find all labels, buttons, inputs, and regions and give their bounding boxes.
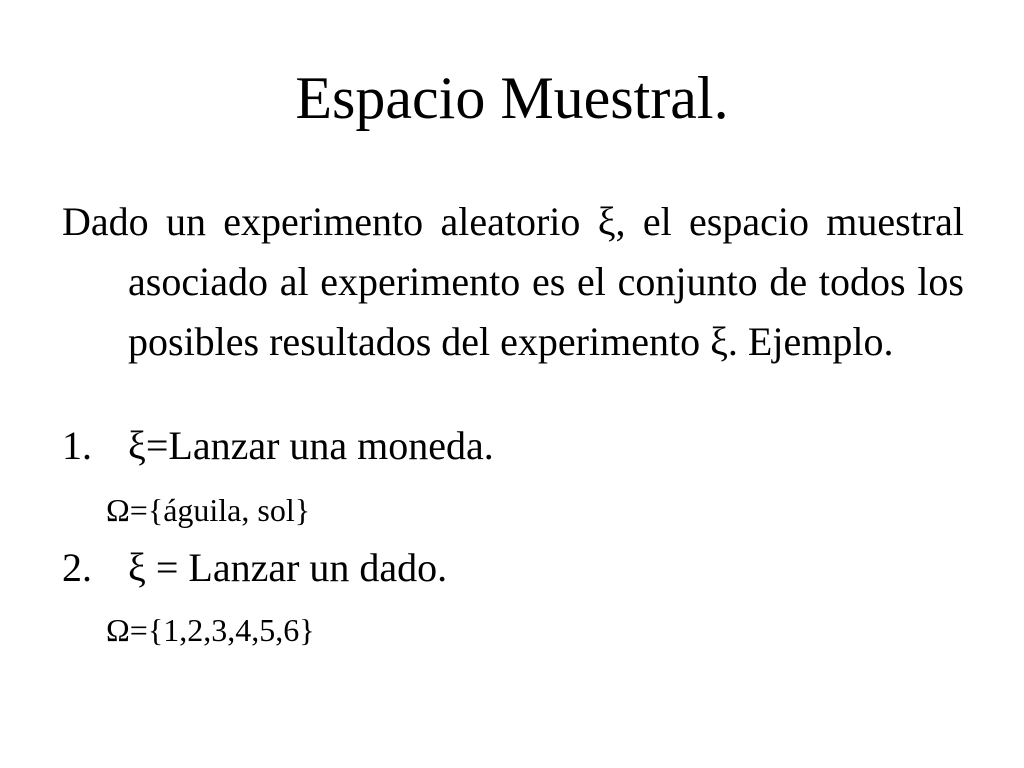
list-item-text: ξ = Lanzar un dado.: [128, 545, 448, 590]
sample-space-text: Ω={1,2,3,4,5,6}: [106, 612, 315, 648]
slide-title: Espacio Muestral.: [295, 65, 729, 131]
list-item: [62, 544, 447, 592]
list-item: [62, 422, 494, 470]
list-item-number: 2.: [62, 545, 92, 590]
definition-paragraph: Dado un experimento aleatorio ξ, el espacio muestral asociado al experimento es el conjunto de todos los posibles resultados del experimento ξ. Ejemplo.: [62, 199, 964, 364]
list-item-number: 1.: [62, 423, 92, 468]
list-item-text: ξ=Lanzar una moneda.: [128, 423, 494, 468]
sample-space-text: Ω={águila, sol}: [106, 492, 311, 528]
